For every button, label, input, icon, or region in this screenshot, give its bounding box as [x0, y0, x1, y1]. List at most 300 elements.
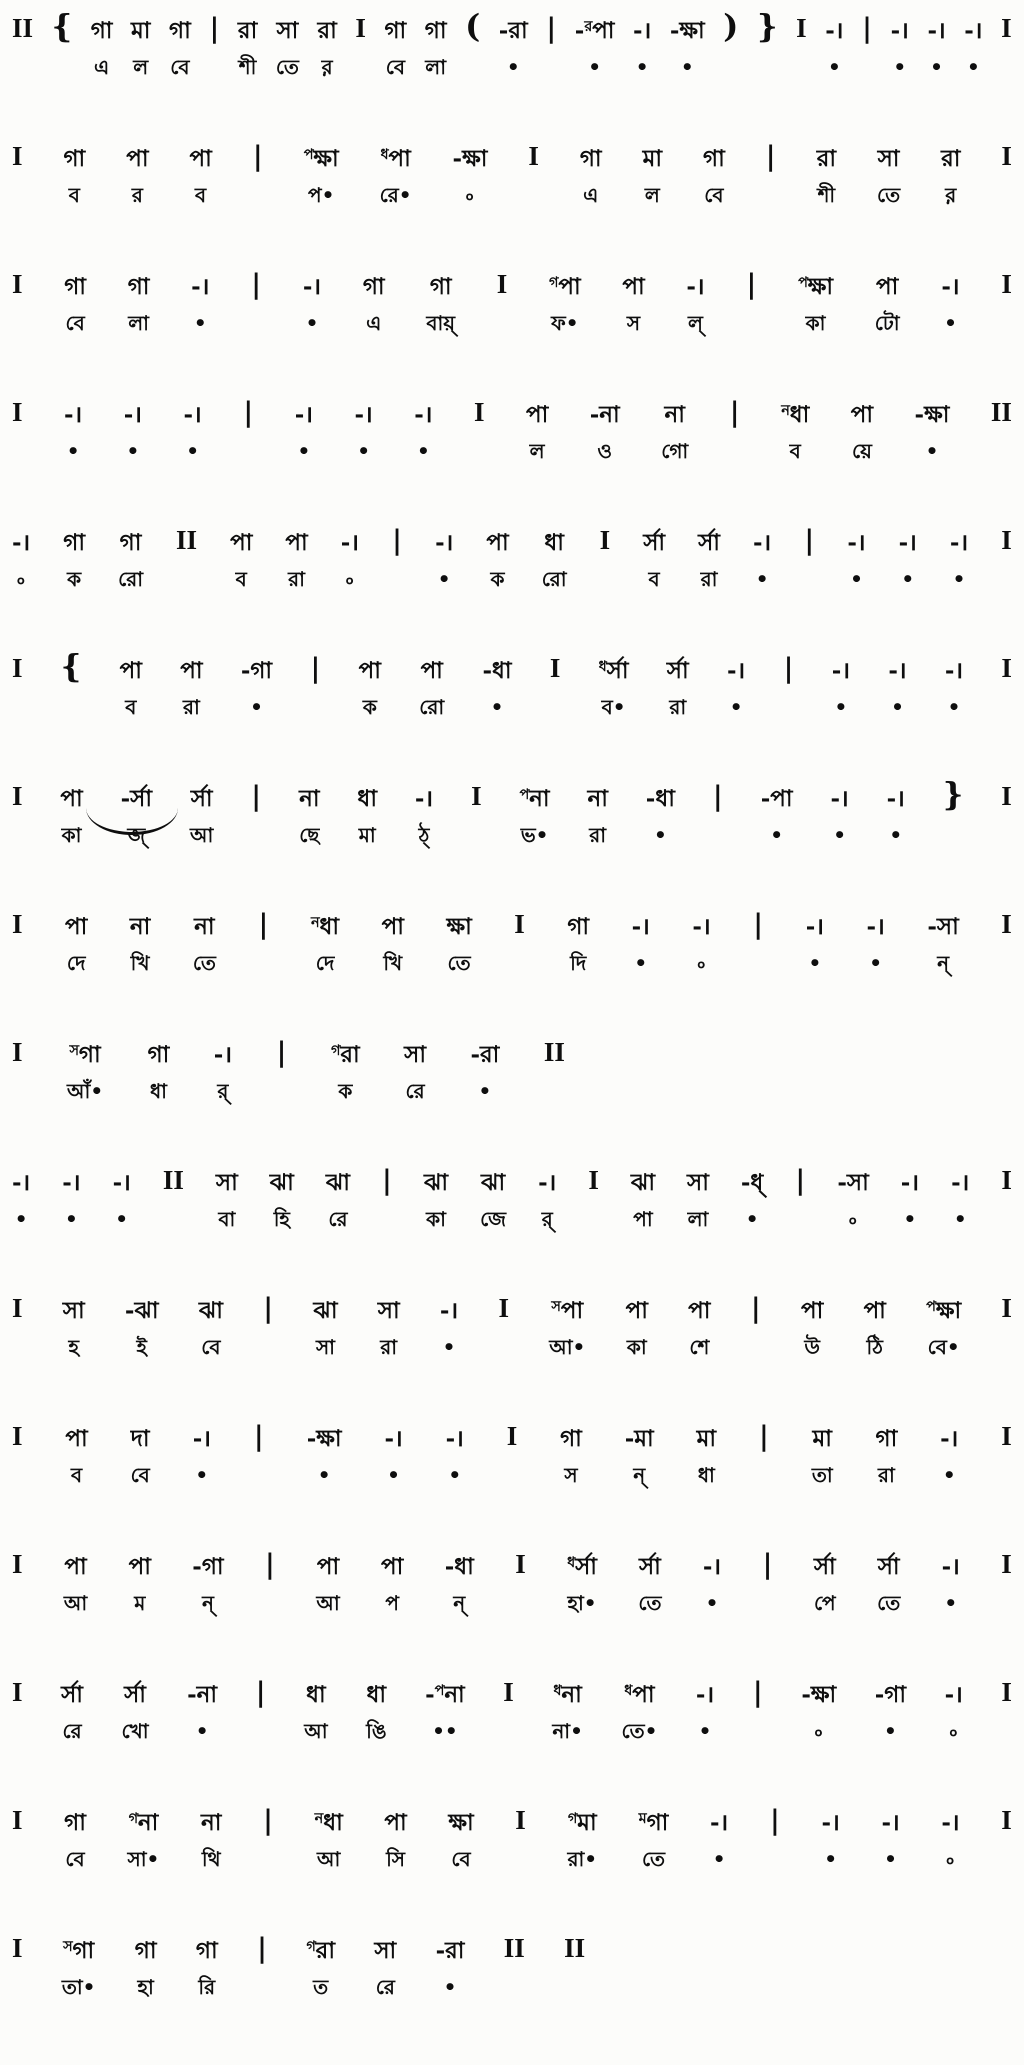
barline-glyph: {	[51, 7, 73, 45]
bar-token	[1001, 778, 1012, 810]
lyric-token: রো	[118, 567, 143, 591]
note-column	[304, 138, 339, 205]
bar-token	[277, 1034, 287, 1066]
note-column	[118, 522, 143, 589]
note-column	[692, 906, 710, 973]
note-token: -।	[414, 401, 433, 428]
note-token: র্সা	[813, 1553, 836, 1580]
note-column	[632, 906, 650, 973]
note-token: না	[129, 913, 151, 940]
note-token: -সা	[927, 913, 959, 940]
note-token: ন ধা	[311, 913, 340, 940]
barline-glyph: |	[276, 1037, 287, 1068]
note-column	[326, 1162, 350, 1229]
lyric-token: দে	[66, 951, 86, 975]
note-column	[851, 394, 873, 461]
note-column	[196, 1930, 218, 1997]
lyric-token: জে	[480, 1207, 507, 1231]
note-token: -ধা	[444, 1553, 474, 1580]
note-column	[313, 1290, 337, 1357]
note-column	[315, 1802, 343, 1869]
note-column	[549, 266, 581, 333]
bar-token	[251, 266, 261, 298]
note-token: সা	[62, 1297, 85, 1324]
barline-glyph: I	[12, 1421, 23, 1451]
lyric-token: তে	[876, 183, 901, 207]
note-token: পা	[622, 273, 645, 300]
note-column	[384, 1802, 406, 1869]
lyric-token: •	[891, 695, 904, 719]
note-column	[480, 1162, 506, 1229]
note-column	[560, 1418, 582, 1485]
note-column	[945, 650, 963, 717]
note-column	[519, 778, 549, 845]
grace-note-prefix: গ	[331, 1042, 341, 1059]
lyric-token: •	[942, 1463, 956, 1487]
note-token: -।	[831, 657, 851, 684]
note-column	[643, 138, 662, 205]
note-token: -।	[695, 1681, 715, 1708]
note-column	[486, 522, 508, 589]
lyric-token: র্	[217, 1079, 229, 1103]
note-token: -।	[384, 1425, 403, 1452]
lyric-token: বে	[65, 311, 85, 335]
note-token: -।	[949, 529, 969, 556]
note-column	[189, 138, 211, 205]
lyric-token: টো	[874, 311, 900, 335]
lyric-token: ব	[70, 1463, 83, 1487]
note-token: ধ না	[553, 1681, 582, 1708]
note-column	[703, 1546, 721, 1613]
lyric-token: রা	[182, 695, 200, 719]
lyric-token: ন্	[633, 1463, 646, 1487]
lyric-token: ধা	[697, 1463, 715, 1487]
note-column	[180, 650, 202, 717]
bar-token	[723, 7, 739, 45]
lyric-token: খো	[121, 1719, 149, 1743]
note-column	[686, 266, 704, 333]
lyric-token: ক	[490, 567, 505, 591]
lyric-token: রা	[669, 695, 687, 719]
lyric-token: আ	[189, 823, 214, 847]
note-column	[639, 1802, 669, 1869]
note-column	[781, 394, 809, 461]
barline-glyph: |	[265, 1549, 275, 1580]
note-column	[881, 1802, 899, 1869]
bar-token	[795, 1162, 805, 1194]
barline-glyph: I	[515, 1805, 526, 1835]
note-column	[538, 1162, 556, 1229]
note-token: গা	[429, 273, 452, 300]
notation-line	[4, 1418, 1020, 1546]
bar-token	[1001, 650, 1012, 682]
barline-glyph: II	[990, 397, 1012, 427]
note-column	[817, 138, 836, 205]
barline-glyph: I	[599, 525, 611, 555]
lyric-token: রে	[405, 1079, 425, 1103]
lyric-token: ব	[195, 183, 207, 207]
lyric-token: •	[745, 1207, 759, 1231]
barline-glyph: |	[310, 653, 321, 684]
note-token: ক্ষা	[448, 1809, 474, 1836]
note-token: -।	[941, 273, 960, 300]
lyric-token: বে	[385, 55, 405, 79]
barline-glyph: I	[1001, 269, 1012, 299]
note-column	[436, 1930, 465, 1997]
lyric-token: রা•	[567, 1847, 598, 1871]
lyric-token: শী	[817, 183, 836, 207]
barline-glyph: |	[209, 13, 220, 44]
bar-token	[251, 778, 261, 810]
note-column	[942, 1546, 960, 1613]
note-column	[446, 906, 471, 973]
note-token: -।	[898, 529, 917, 556]
lyric-token: না•	[552, 1719, 583, 1743]
note-column	[63, 1290, 85, 1357]
grace-note-prefix: প	[519, 786, 530, 803]
note-column	[964, 10, 982, 77]
note-column	[940, 1418, 958, 1485]
lyric-token: •	[869, 951, 883, 975]
bar-token	[176, 522, 197, 554]
lyric-token: আ	[304, 1719, 328, 1743]
note-token: পা	[381, 913, 404, 940]
barline-glyph: |	[762, 1549, 773, 1580]
note-column	[193, 1418, 211, 1485]
note-column	[951, 1162, 969, 1229]
note-column	[384, 10, 406, 77]
barline-glyph: I	[1001, 909, 1012, 939]
note-column	[575, 10, 615, 77]
lyric-token: রা	[700, 567, 718, 591]
note-column	[424, 1162, 448, 1229]
lyric-token: ৹	[814, 1719, 823, 1743]
lyric-token: ব	[235, 567, 247, 591]
note-token: পা	[285, 529, 308, 556]
lyric-token: প	[385, 1591, 399, 1615]
lyric-token: রে	[62, 1719, 82, 1743]
lyric-token: র়	[321, 55, 333, 79]
note-token: -পা	[760, 785, 793, 812]
notation-line	[4, 7, 1020, 138]
note-token: রা	[816, 145, 837, 172]
note-token: গা	[64, 273, 86, 300]
bar-token	[751, 1290, 761, 1322]
lyric-token: রে	[375, 1975, 395, 1999]
barline-glyph: I	[1001, 1421, 1012, 1451]
note-column	[124, 394, 142, 461]
note-token: -।	[951, 1169, 970, 1196]
bar-token	[544, 1034, 565, 1066]
note-column	[270, 1162, 294, 1229]
lyric-token: বে•	[927, 1335, 960, 1359]
note-column	[891, 10, 909, 77]
bar-token	[12, 1290, 23, 1322]
lyric-token: ই	[136, 1335, 147, 1359]
lyric-token: •	[705, 1591, 719, 1615]
lyric-token: পা	[633, 1207, 653, 1231]
bar-token	[1001, 1418, 1012, 1450]
lyric-token: ৹	[466, 183, 474, 207]
note-token: -।	[435, 529, 454, 556]
note-column	[631, 1162, 655, 1229]
barline-glyph: |	[750, 1293, 761, 1324]
lyric-token: তে	[641, 1847, 666, 1871]
lyric-token: •	[14, 1207, 28, 1231]
note-column	[741, 1162, 763, 1229]
lyric-token: লা	[128, 311, 149, 335]
note-token: -ক্ষা	[669, 17, 705, 44]
note-token: র্সা	[638, 1553, 661, 1580]
note-token: পা	[128, 1553, 151, 1580]
barline-glyph: I	[12, 909, 23, 939]
note-token: পা	[384, 1809, 407, 1836]
note-token: রা	[941, 145, 961, 172]
barline-glyph: |	[252, 141, 263, 172]
lyric-token: কা	[426, 1207, 446, 1231]
note-token: -।	[709, 1809, 729, 1836]
note-token: -।	[821, 1809, 840, 1836]
note-column	[698, 522, 720, 589]
note-column	[306, 1930, 335, 1997]
grace-note-prefix: ধ	[598, 658, 607, 675]
lyric-token: ও	[597, 439, 613, 463]
note-column	[425, 1674, 465, 1741]
note-token: -ধা	[482, 657, 512, 684]
lyric-token: •	[827, 55, 841, 79]
bar-token	[942, 775, 964, 813]
bar-token	[757, 7, 778, 45]
note-token: -সা	[837, 1169, 869, 1196]
note-token: -।	[354, 401, 373, 428]
note-token: -না	[187, 1681, 218, 1708]
note-token: পা	[876, 273, 899, 300]
lyric-token: ভ•	[520, 823, 549, 847]
grace-note-prefix: র	[584, 18, 593, 35]
note-column	[761, 778, 793, 845]
note-column	[135, 1930, 157, 1997]
bar-token	[12, 1802, 23, 1834]
note-token: পা	[119, 657, 142, 684]
note-column	[587, 778, 607, 845]
bar-token	[12, 138, 23, 170]
lyric-token: •	[66, 439, 80, 463]
lyric-token: ৹	[946, 1847, 955, 1871]
bar-token	[243, 394, 253, 426]
note-column	[822, 1802, 840, 1869]
bar-token	[254, 1418, 264, 1450]
note-column	[687, 1162, 709, 1229]
note-column	[667, 650, 689, 717]
note-token: পা	[688, 1297, 711, 1324]
note-column	[187, 1674, 217, 1741]
note-column	[12, 522, 30, 589]
note-token: না	[299, 785, 320, 812]
note-column	[876, 1418, 898, 1485]
note-token: পা	[381, 1553, 404, 1580]
lyric-token: •	[944, 311, 957, 335]
note-column	[295, 394, 313, 461]
bar-token	[258, 906, 268, 938]
note-token: -।	[927, 17, 946, 44]
bar-token	[465, 7, 481, 45]
note-token: -।	[302, 273, 322, 300]
lyric-token: রা	[380, 1335, 398, 1359]
lyric-token: •	[634, 951, 648, 975]
lyric-token: ৹	[697, 951, 706, 975]
barline-glyph: |	[255, 1677, 266, 1708]
notation-line	[4, 1674, 1020, 1802]
lyric-token: বে	[704, 183, 724, 207]
notation-line	[4, 138, 1020, 266]
note-column	[670, 10, 705, 77]
note-token: গ মা	[567, 1809, 597, 1836]
note-token: পা	[420, 657, 443, 684]
note-column	[357, 778, 377, 845]
lyric-token: •	[653, 823, 667, 847]
bar-token	[382, 1162, 392, 1194]
barline-glyph: I	[12, 1549, 23, 1579]
note-column	[830, 778, 848, 845]
lyric-token: আ•	[549, 1335, 586, 1359]
note-token: ক্ষা	[446, 913, 472, 940]
note-token: ধা	[306, 1681, 326, 1708]
lyric-token: জ্	[127, 823, 146, 847]
note-token: র্সা	[190, 785, 213, 812]
note-token: -।	[944, 657, 964, 684]
note-column	[801, 1290, 823, 1357]
note-token: গা	[875, 1425, 898, 1452]
note-token: গ না	[128, 1809, 159, 1836]
note-token: -।	[866, 913, 885, 940]
bar-token	[862, 10, 872, 42]
lyric-token: এ	[93, 55, 110, 79]
note-column	[915, 394, 950, 461]
note-token: গা	[90, 17, 113, 44]
lyric-token: •	[834, 695, 848, 719]
grace-note-prefix: গ	[567, 1810, 578, 1827]
note-token: -ধা	[645, 785, 675, 812]
note-column	[567, 1802, 597, 1869]
grace-note-prefix: ধ	[553, 1682, 562, 1699]
lyric-token: এ	[583, 183, 599, 207]
lyric-token: ব	[789, 439, 801, 463]
note-column	[148, 1034, 170, 1101]
note-column	[380, 138, 412, 205]
grace-note-prefix: স	[551, 1298, 561, 1315]
lyric-token: কা	[805, 311, 826, 335]
barline-glyph: I	[471, 781, 482, 811]
lyric-token: আ	[63, 1591, 88, 1615]
lyric-token: রা	[288, 567, 305, 591]
grace-note-prefix: ধ	[624, 1682, 633, 1699]
note-token: ঝা	[313, 1297, 338, 1324]
note-token: ঝা	[269, 1169, 294, 1196]
note-column	[899, 522, 917, 589]
note-token: -।	[726, 657, 746, 684]
note-column	[950, 522, 968, 589]
barline-glyph: I	[1001, 653, 1012, 683]
lyric-token: •	[850, 567, 863, 591]
note-column	[927, 906, 958, 973]
note-column	[837, 1162, 868, 1229]
note-token: প ক্ষা	[303, 145, 339, 172]
lyric-token: •	[115, 1207, 129, 1231]
note-token: স গা	[69, 1041, 101, 1068]
note-column	[445, 1546, 474, 1613]
lyric-token: •	[126, 439, 140, 463]
lyric-token: মা	[358, 823, 376, 847]
note-token: পা	[625, 1297, 648, 1324]
note-token: ধা	[357, 785, 377, 812]
note-token: -।	[12, 1169, 31, 1196]
lyric-token: স	[564, 1463, 578, 1487]
barline-glyph: |	[759, 1421, 769, 1452]
lyric-token: •	[195, 1719, 209, 1743]
lyric-token: •	[884, 1847, 897, 1871]
lyric-token: সা	[315, 1335, 335, 1359]
note-token: -রা	[435, 1937, 465, 1964]
note-column	[120, 650, 142, 717]
lyric-token: ব	[68, 183, 80, 207]
note-token: সা	[877, 145, 900, 172]
note-column	[201, 1802, 221, 1869]
note-token: সা	[687, 1169, 709, 1196]
note-column	[626, 1290, 648, 1357]
note-column	[359, 650, 381, 717]
bar-token	[753, 1674, 763, 1706]
note-column	[276, 10, 299, 77]
barline-glyph: I	[1001, 141, 1012, 171]
lyric-token: •	[387, 1463, 400, 1487]
bar-token	[497, 266, 508, 298]
note-column	[425, 10, 447, 77]
note-column	[590, 394, 620, 461]
note-token: প না	[519, 785, 550, 812]
note-token: স গা	[63, 1937, 95, 1964]
lyric-token: •	[944, 1591, 958, 1615]
barline-glyph: II	[176, 525, 198, 555]
note-column	[192, 1546, 223, 1613]
lyric-token: ক	[338, 1079, 353, 1103]
bar-token	[263, 1802, 273, 1834]
note-column	[875, 266, 900, 333]
lyric-token: •	[195, 1463, 209, 1487]
grace-note-prefix: গ	[306, 1938, 316, 1955]
note-token: -গা	[192, 1553, 224, 1580]
barline-glyph: I	[549, 653, 561, 683]
lyric-token: স	[626, 311, 641, 335]
note-token: -।	[847, 529, 866, 556]
barline-glyph: }	[757, 7, 778, 45]
slur-arc	[86, 808, 178, 835]
lyric-token: ধা	[149, 1079, 167, 1103]
note-token: -।	[445, 1425, 464, 1452]
lyric-token: •	[448, 1463, 462, 1487]
lyric-token: তে	[638, 1591, 662, 1615]
lyric-token: •	[357, 439, 371, 463]
note-column	[60, 778, 82, 845]
lyric-token: ৹	[17, 567, 26, 591]
note-token: পা	[189, 145, 212, 172]
note-column	[877, 138, 900, 205]
barline-glyph: |	[712, 781, 723, 812]
note-token: রা	[317, 17, 337, 44]
lyric-token: •	[250, 695, 263, 719]
lyric-token: প•	[308, 183, 335, 207]
barline-glyph: I	[1001, 13, 1012, 43]
bar-token	[392, 522, 402, 554]
